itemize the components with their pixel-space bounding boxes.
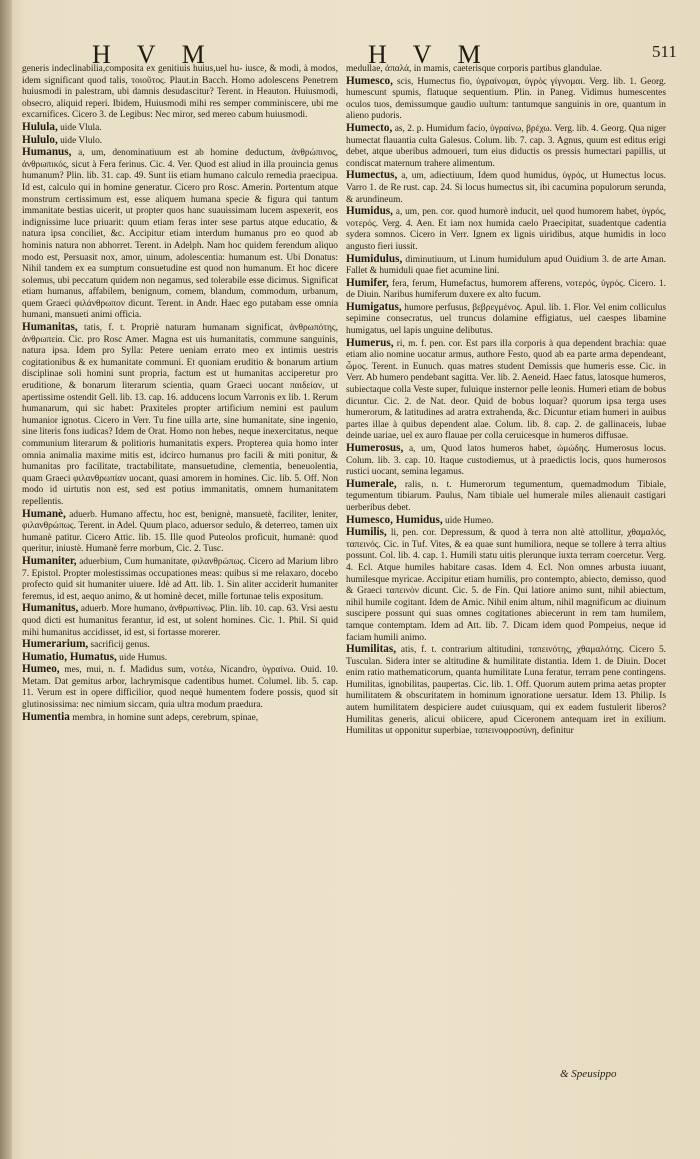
entry-headword: Humanitus, (22, 602, 79, 615)
entry-text: ralis, n. t. Humerorum tegumentum, quemadmodum Tibiale, tegumentum tibiarum. Paulus, Nam tibiale uel humerale miles alienauit castigari uerberibus debet. (346, 479, 666, 513)
entry-headword: Humaniter, (22, 554, 77, 567)
dictionary-entry (346, 644, 666, 738)
left-column (22, 64, 338, 1064)
entry-text: a, um, Quod latos humeros habet, ὠμώδης. Humerosus locus. Colum. lib. 3. cap. 10. Itaque custodiemus, ut à praedictis locis, quos humerosos rustici uocant, semina legamus. (346, 444, 666, 478)
entry-text: ri, m. f. pen. cor. Est pars illa corporis à qua dependent brachia: quae etiam alio nomine uocatur armus, authore Festo, quod ab ea parte arma dependeant, ὦμος. Terent. in Eunuch. quas matres student Demissis que humeris esse. Cic. in Verr. Ab humero pendebant sagitta. Ver. lib. 2. Aeneid. Haec fatus, latosque humeros, subiectaque colla Veste super, fuluique insternor pelle leonis. Humeri etiam de bobus dicuntur. Cic. 2. de Nat. deor. Quid de bobus loquar? quorum ipsa terga uses humerorum, & latitudines ad aratra extrahenda, &c. Dicuntur etiam humeri in auibus partes illae à quibus dependent alae. Colum. lib. 8. cap. 2. de gallinaceis, lubae deinde uariae, uel ex auro flauae per colla ceruicesque in humeros diffusae. (346, 338, 666, 442)
dictionary-entry (22, 509, 338, 556)
dictionary-entry (346, 338, 666, 443)
entry-text: uide Humus. (119, 652, 168, 663)
dictionary-entry (346, 302, 666, 338)
entry-headword: Humesco, (346, 74, 393, 87)
dictionary-entry (346, 123, 666, 170)
entry-headword: Humesco, Humidus, (346, 513, 443, 526)
entry-headword: Hulula, (22, 120, 58, 133)
dictionary-entry (22, 64, 338, 122)
entry-headword: Humanè, (22, 507, 66, 520)
dictionary-entry (346, 527, 666, 644)
entry-text: aduerb. Humano affectu, hoc est, benignè, mansuetè, faciliter, leniter, φιλανθρώπως. Terent. in Adel. Quum placo, aduersor sedulo, & deterreo, tamen uix humanè patitur. Cicero Attic. lib. 15. Ille quod Puteolos proficuit, humanè: quod queritur, iniustè. Humanè ferre morbum, Cic. 2. Tusc. (22, 509, 338, 555)
entry-text: uide Vlulo. (60, 135, 103, 146)
dictionary-entry (22, 122, 338, 135)
dictionary-entry (346, 443, 666, 479)
dictionary-entry (22, 147, 338, 322)
entry-text: aduerbium, Cum humanitate, φιλανθρώπως. Cicero ad Marium libro 7. Epistol. Propter molestissimas occupationes meas: quibus si me relaxaro, docebo profecto quid sit humaniter uiuere. Idè ad Att. lib. 1. Sin aliter acciderit humaniter feremus, id est, aequo animo, & ut hominè decet, mille fortunae telis expositum. (22, 556, 338, 602)
entry-headword: Humentia (22, 710, 70, 723)
dictionary-entry (22, 603, 338, 639)
dictionary-entry (346, 206, 666, 253)
entry-text: uide Vlula. (60, 122, 102, 133)
right-column (346, 64, 666, 1064)
entry-text: tatis, f. t. Propriè naturam humanam significat, ἀνθρωπότης, ἀνθρωπεία. Cic. pro Rosc Amer. Magna est uis humanitatis, commune sanguinis, natura ipsa. Idem pro Sylla: Petere ueniam errato meo ex intimis uestris cogitationibus & ex humanitate communi. Et quoniam eruditio & bonarum artium disciplinae soli homini sunt propria, factum est ut humanitas acciperetur pro eruditione, & bonarum literarum scientia, quam Graeci uocant παιδείαν, ut apertissime ostendit Gell. lib. 13. cap. 16. adducens locum Varronis ex lib. 1. Rerum humanarum, qui sic habet: Praxiteles propter artificium nemini est paulum humanior ignotus. Cicero in Verr. Tu fine uilla arte, sine humanitate, sine ingenio, sine literis fons iudicas? Idem de Orat. Homo non hebes, neque inexercitatus, neque communium literarum & politioris humanitatis expers. Propterea quia homo inter omnia animalia maxime mitis est, idcirco humanus pro facili & miti ponitur, & humanitas pro facilitate, tractabilitate, mansuetudine, clementia, beneuolentia, quam Graeci φιλανθρωπίαν uocant, quasi amorem in homines. Cic. lib. 5. Off. Non modo id uirtutis non est, sed est potius immanitatis, omnem humanitatem repellentis. (22, 323, 338, 507)
dictionary-entry (346, 170, 666, 206)
catchword: & Speusippo (560, 1068, 617, 1080)
entry-headword: Humigatus, (346, 300, 402, 313)
dictionary-entry (22, 664, 338, 711)
entry-headword: Humidulus, (346, 252, 403, 265)
entry-headword: Humilis, (346, 526, 387, 539)
dictionary-entry (346, 515, 666, 528)
dictionary-entry (22, 712, 338, 725)
dictionary-entry (346, 278, 666, 302)
dictionary-entry (22, 556, 338, 603)
entry-headword: Hululo, (22, 133, 58, 146)
book-gutter (0, 0, 12, 1159)
page-number: 511 (652, 42, 677, 61)
entry-text: as, 2. p. Humidum facio, ὑγραίνω, βρέχω. Verg. lib. 4. Georg. Qua niger humectat flauantia culta Galesus. Colum. lib. 7. cap. 3. Agnus, quum est editus erigi debet, atque uberibus admoueri, tum eius diductis os pressis humectari papillis, ut condiscat maternum trahere alimentum. (346, 123, 666, 169)
entry-headword: Humanitas, (22, 321, 78, 334)
entry-headword: Humectus, (346, 169, 398, 182)
entry-headword: Humecto, (346, 121, 393, 134)
entry-headword: Humatio, Humatus, (22, 650, 117, 663)
entry-headword: Humerarium, (22, 638, 89, 651)
entry-text: scis, Humectus fio, ὑγραίνομαι, ὑγρὸς γίγνομαι. Verg. lib. 1. Georg. humescunt spumis, flatuque sequentium. Plin. in Paneg. Vidimus humescentes oculos tuos, demissumque gaudio uultum: tantumque sanguinis in ore, quantum in alieno pudoris. (346, 76, 666, 122)
entry-headword: Humilitas, (346, 643, 397, 656)
entry-text: medullae, ἀπαλά, in mamis, caeterisque corporis partibus glandulae. (346, 64, 602, 74)
entry-headword: Humanus, (22, 146, 72, 159)
entry-text: aduerb. More humano, ἀνθρωπίνως. Plin. lib. 10. cap. 63. Vrsi aestu quod dicti est humanitus ferantur, id est, ut solent homines. Cic. 1. Phil. Si quid mihi humanitus accidisset, id est, si fortasse morerer. (22, 604, 338, 638)
entry-text: uide Humeo. (445, 515, 494, 526)
entry-text: mes, mui, n. f. Madidus sum, νοτέω, Nicandro, ὑγραίνω. Ouid. 10. Metam. Dat gemitus arbor, lachrymisque cadentibus humet. Columel. lib. 5. cap. 11. Verum est in opere difficilior, quod nequè humentem fodere possis, quod sit glutinosissima: nec nimium siccam, quia ultra modum praedura. (22, 665, 338, 711)
entry-text: membra, in homine sunt adeps, cerebrum, spinae, (72, 712, 259, 723)
entry-headword: Humerale, (346, 477, 397, 490)
entry-text: atis, f. t. contrarium altitudini, ταπεινότης, χθαμαλότης. Cicero 5. Tusculan. Sidera inter se altitudine & humilitate distantia. Idem 1. de Diuin. Docet enim ratio mathematicorum, quanta humilitate Luna feratur, terram pene contingens. Humilitas, ignobilitas, paupertas. Cic. lib. 1. Off. Quorum autem prima aetas propter humilitatem & obscuritatem in hominum ignoratione uersatur. Idem 13. Philip. Is autem humilitatem despiciere audet cuiusquam, qui ex eadem fustulerit liberos? Humilitas generis, alicui obiicere, apud Ciceronem antequam iret in exilium. Humilitas ut opponitur superbiae, ταπεινοφροσύνη, definitur (346, 645, 666, 737)
entry-headword: Humifer, (346, 276, 389, 289)
entry-headword: Humerus, (346, 336, 394, 349)
dictionary-entry (22, 652, 338, 665)
dictionary-entry (346, 76, 666, 123)
dictionary-entry (346, 479, 666, 515)
dictionary-entry (22, 322, 338, 509)
entry-text: a, um, denominatiuum est ab homine deductum, ἀνθρώπινος, ἀνθρωπικός, sicut à Fera ferinus. Cic. 4. Ver. Quod est aliud in illa prouincia genus humanum? Plin. lib. 31. cap. 49. Sunt iis etiam humano calculo remedia praecipua. Id est, calculo qui in homine generatur. Cicero pro Rosc. Amerin. Portentum atque monstrum certissimum est, esse aliquem humana specie & figura qui tantum immanitate bestias uicerit, ut propter quos hanc suauissimam lucem aspexerit, eos indignissime luce priuarit: quum etiam feras inter sese partus atque educatio, & natura ipsa conciliet, &c. Accipitur etiam interdum humanus pro eo quod ab hominis natura non abhorret. Terent. in Adelph. Nam hoc quidem ferendum aliquo modo est, Persuasit nox, amor, uinum, adolescentia: humanum est. Ubi Donatus: Nihil tandem ex ea sumptum consuetudine est quod non humanum. Et hoc dicere solemus, ubi peccatum quidem non negamus, sed tolerabile esse dicimus. Significat etiam humanus, affabilem, benignum, comem, blandum, commodum, urbanum, quem Graeci φιλάνθρωπον dicunt. Terent. in Andr. Haec ego putabam esse omnia humani, mansueti animi officia. (22, 148, 338, 321)
running-head-left: H V M (92, 40, 215, 69)
entry-text: a, um, adiectiuum, Idem quod humidus, ὑγρός, ut Humectus locus. Varro 1. de Re rust. cap. 24. Si locus humectus sit, ibi cacumina populorum serunda, & arundineum. (346, 171, 666, 205)
dictionary-entry (346, 254, 666, 278)
entry-text: diminutiuum, ut Linum humidulum apud Ouidium 3. de arte Aman. Fallet & humiduli quae fiet acumine lini. (346, 254, 666, 277)
entry-text: a, um, pen. cor. quod humorè inducit, uel quod humorem habet, ὑγρός, νοτερός. Verg. 4. Aen. Et iam nox humida caelo Praecipitat, suadentque cadentia sydera somnos. Cicero in Verr. Ignem ex lignis uiridibus, atque humidis in loco angusto fieri iussit. (346, 207, 666, 252)
entry-text: generis indeclinabilia,composita ex genitiuis huius,uel hu- iusce, & modi, à modos, idem significant quod talis, τοιοῦτος. Plaut.in Bacch. Homo adolescens Penetrem huiusmodi in palestram, ubi damnis desudascitur? Terent. in Heauton. Huiusmodi, obsecro, aliquid reperi. Ibidem, Huiusmodi mihi res semper comminiscere, ubi me excarnifices. Cicero 3. de Legibus: Nec miror, sed mereo cabum huiusmodi. (22, 64, 338, 121)
dictionary-entry (346, 64, 666, 76)
entry-text: li, pen. cor. Depressum, & quod à terra non altè attollitur, χθαμαλός, ταπεινός. Cic. in Tuf. Vites, & ea quae sunt humiliora, neque se tollere à terra altius possunt. Col. lib. 4. cap. 1. Humili statu uitis plerunque iuxta terram coercetur. Verg. 4. Ecl. Atque humiles habitare casas. Idem 4. Ecl. Non omnes arbusta iuuant, humilesque myricae. Accipitur etiam humilis, pro contempto, abiecto, demisso, quod & Graeci ταπεινὸν dicunt. Cic. 5. de Fin. Qui latiore animo sunt, nihil abiectum, nihil humile cogitant. Idem de Amic. Nihil enim altum, nihil magnificum ac diuinum suscipere possunt qui suas omnes cogitationes abiecerunt in rem tam humilem, tamque contemptam. Idem ad Att. lib. 7. Dicam idem quod Pompeius, neque id faciam humili animo. (346, 528, 666, 643)
entry-headword: Humerosus, (346, 442, 404, 454)
entry-headword: Humidus, (346, 205, 393, 218)
entry-text: sacrificij genus. (90, 640, 150, 651)
entry-text: humore perfusus, βεβρεγμένος. Apul. lib. 1. Flor. Vel enim colliculus sepimine consecratus, uel truncus dolamine effigiatus, uel caespes libamine humigatus, uel lapis unguine delibutus. (346, 302, 666, 337)
entry-headword: Humeo, (22, 663, 60, 676)
entry-text: fera, ferum, Humefactus, humorem afferens, νοτερός, ὑγρός. Cicero. 1. de Diuin. Naribus humiferum duxere ex alto fucum. (346, 278, 666, 301)
running-head-right: H V M (368, 40, 491, 69)
